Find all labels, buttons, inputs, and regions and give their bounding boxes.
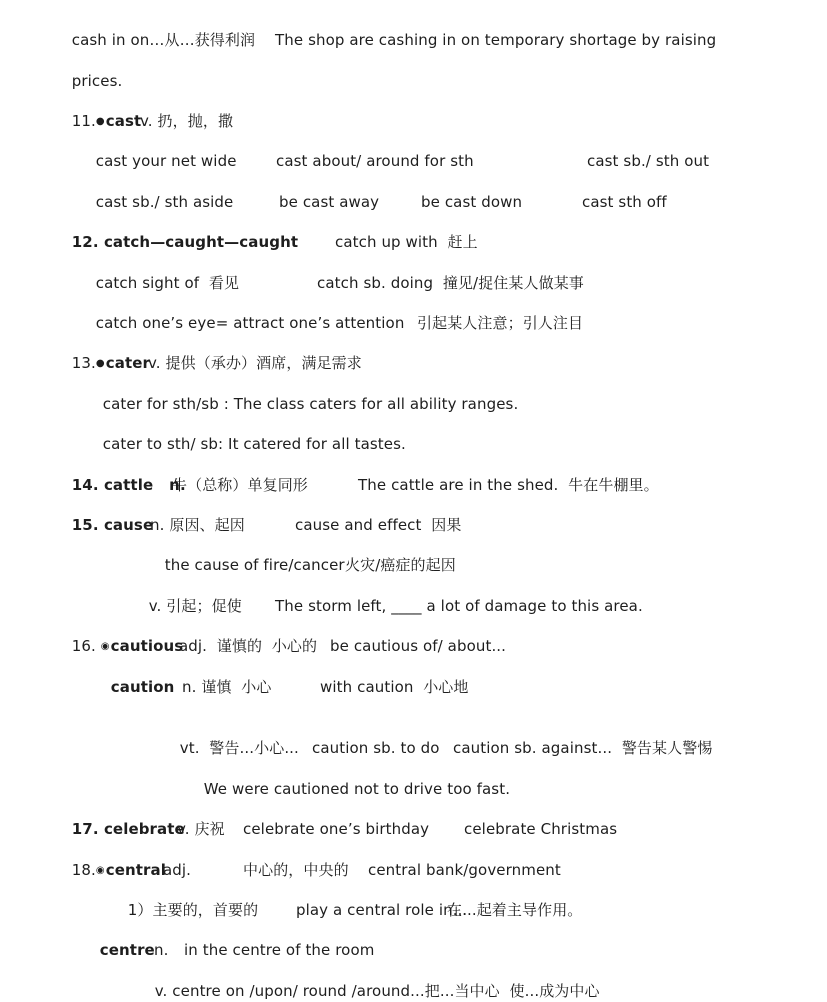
- bullet-icon: ◉: [95, 865, 105, 876]
- translation: 引起某人注意；引人注目: [417, 314, 584, 332]
- example-sentence: prices.: [71, 72, 123, 90]
- text-line: [62, 10, 717, 50]
- definition: n. 原因、起因: [150, 516, 245, 534]
- entry-line: [62, 616, 507, 657]
- example-sentence: cater to sth/ sb: It catered for all tastes.: [102, 435, 406, 453]
- definition: v. 提供（承办）酒席，满足需求: [148, 354, 362, 372]
- headword: cast: [105, 112, 142, 130]
- headword: 15. cause: [71, 516, 154, 534]
- headword: cater: [105, 354, 150, 372]
- definition: 1）主要的，首要的: [127, 901, 259, 919]
- phrase-line: [93, 374, 518, 414]
- phrase-line: [86, 293, 584, 333]
- phrase: catch up with 赶上: [335, 233, 478, 251]
- example-sentence: The storm left, ____ a lot of damage to this area.: [275, 597, 643, 615]
- entry-line: [90, 920, 375, 960]
- phrase: central bank/government: [368, 861, 561, 879]
- definition: n.: [154, 941, 169, 959]
- phrase: catch one’s eye= attract one’s attention: [95, 314, 405, 332]
- entry-line: [62, 333, 362, 374]
- definition: vt. 警告...小心...: [179, 739, 299, 757]
- definition: v. 庆祝: [177, 820, 225, 838]
- text-line: [62, 51, 122, 91]
- headword: 12. catch—caught—caught: [71, 233, 299, 251]
- phrase: celebrate Christmas: [464, 820, 618, 838]
- phrase: the cause of fire/cancer: [164, 556, 345, 574]
- phrase: caution sb. to do: [312, 739, 440, 757]
- example-sentence: The shop are cashing in on temporary shortage by raising: [275, 31, 717, 49]
- definition: adj. 谨慎的 小心的: [179, 637, 318, 655]
- example-sentence: We were cautioned not to drive too fast.: [203, 780, 511, 798]
- entry-number: 18.: [71, 861, 96, 879]
- headword: central: [105, 861, 167, 879]
- translation: 中心的，中央的: [243, 861, 349, 879]
- phrase-line: [86, 172, 667, 212]
- example-sentence: The cattle are in the shed. 牛在牛棚里。: [358, 476, 659, 494]
- phrase: cash in on…从…获得利润: [71, 31, 256, 49]
- phrase: v. centre on /upon/ round /around...把...当中心 使...成为中心: [154, 982, 600, 1000]
- phrase: cast sth off: [582, 193, 667, 211]
- definition: v. 扔，抛，撒: [140, 112, 234, 130]
- phrase: caution sb. against... 警告某人警惕: [453, 739, 713, 757]
- phrase: cause and effect 因果: [295, 516, 462, 534]
- bullet-icon: ●: [95, 116, 105, 127]
- entry-line: [62, 455, 659, 495]
- phrase-line: [86, 131, 710, 171]
- headword: 14. cattle n.: [71, 476, 186, 494]
- example-sentence: cater for sth/sb : The class caters for all ability ranges.: [102, 395, 519, 413]
- phrase-line: [86, 253, 584, 293]
- bullet-icon: ◉: [100, 641, 110, 652]
- headword: cautious: [110, 637, 184, 655]
- phrase-line: [118, 880, 583, 920]
- phrase: cast your net wide: [95, 152, 237, 170]
- phrase-line: [145, 961, 600, 1001]
- phrase: celebrate one’s birthday: [243, 820, 430, 838]
- phrase: with caution 小心地: [320, 678, 469, 696]
- phrase-line: [93, 414, 406, 454]
- phrase-line: [155, 535, 456, 575]
- definition: adj.: [163, 861, 192, 879]
- bullet-icon: ●: [95, 358, 105, 369]
- phrase: cast sb./ sth aside: [95, 193, 234, 211]
- entry-line: [101, 657, 469, 697]
- headword: 17. celebrate: [71, 820, 185, 838]
- entry-line: [62, 495, 462, 535]
- phrase: be cast down: [421, 193, 523, 211]
- phrase-line: [170, 718, 713, 758]
- entry-line: [62, 799, 618, 839]
- phrase-line: [139, 576, 643, 616]
- entry-number: 13.: [71, 354, 96, 372]
- phrase: catch sight of 看见: [95, 274, 240, 292]
- headword: centre: [99, 941, 155, 959]
- phrase: cast sb./ sth out: [587, 152, 710, 170]
- entry-line: [62, 91, 234, 132]
- definition: 牛（总称）单复同形: [172, 476, 308, 494]
- translation: 在...起着主导作用。: [447, 901, 583, 919]
- entry-number: 11.: [71, 112, 96, 130]
- phrase: be cautious of/ about...: [330, 637, 507, 655]
- definition: v. 引起；促使: [148, 597, 242, 615]
- entry-line: [62, 840, 561, 881]
- phrase: in the centre of the room: [184, 941, 375, 959]
- phrase: play a central role in...: [296, 901, 468, 919]
- phrase: cast about/ around for sth: [276, 152, 474, 170]
- entry-number: 16.: [71, 637, 101, 655]
- headword: caution: [110, 678, 175, 696]
- phrase-line: [194, 759, 510, 799]
- entry-line: [62, 212, 478, 252]
- definition: n. 谨慎 小心: [182, 678, 272, 696]
- translation: 火灾/癌症的起因: [345, 556, 456, 574]
- phrase: be cast away: [279, 193, 380, 211]
- phrase: catch sb. doing 撞见/捉住某人做某事: [317, 274, 584, 292]
